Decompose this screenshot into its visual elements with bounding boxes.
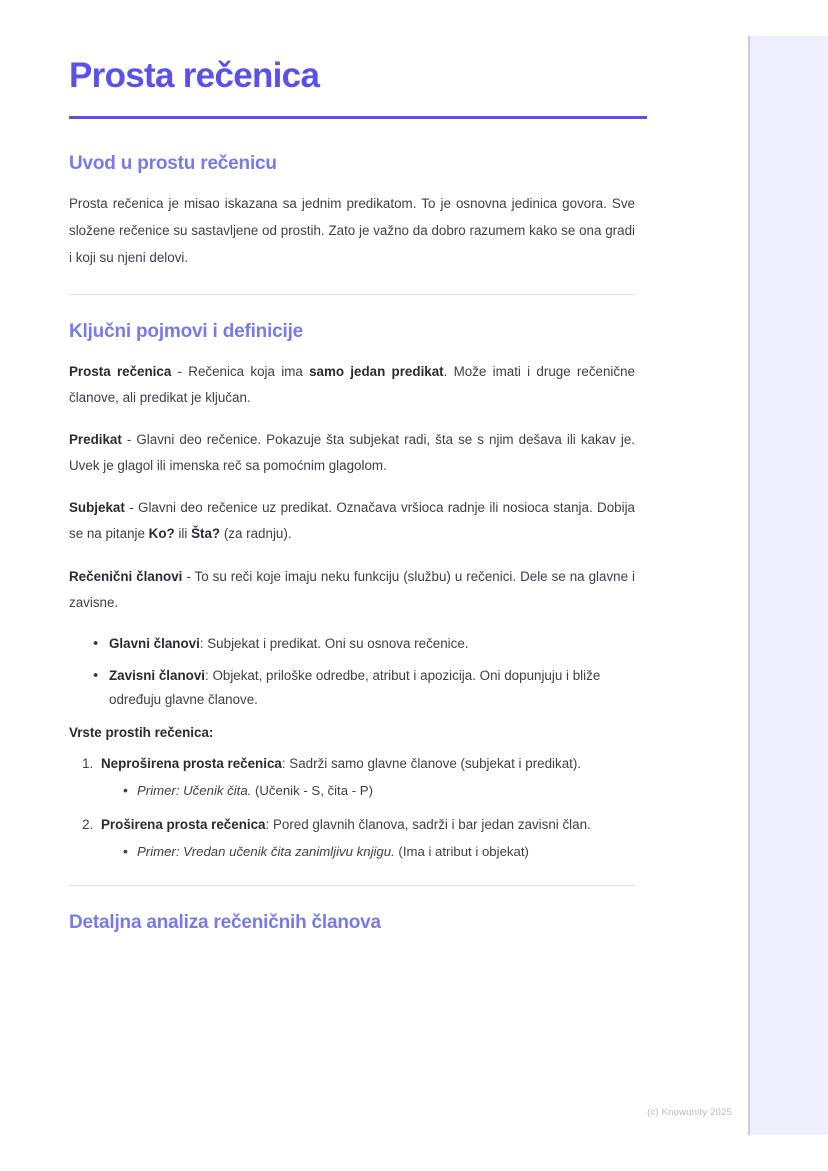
list-item-term: Zavisni članovi: [109, 667, 206, 683]
definition-term: Prosta rečenica: [69, 363, 172, 379]
definition-dash: -: [124, 500, 139, 516]
page-side-rail: [748, 36, 828, 1135]
page-title: Prosta rečenica: [69, 56, 320, 95]
type-example-list: [101, 780, 635, 802]
definition-term: Subjekat: [69, 500, 125, 516]
definition-text-after: . Može imati i druge rečenične članove, ali predikat je ključan.: [69, 363, 635, 405]
section-heading-concepts: Ključni pojmovi i definicije: [69, 320, 304, 342]
type-example-list: [101, 841, 635, 863]
definition-text-after: (za radnju).: [220, 526, 292, 542]
definition-emphasis: samo jedan predikat: [309, 363, 444, 379]
title-divider: [69, 116, 647, 119]
definition-subjekat: [69, 495, 635, 547]
types-label: Vrste prostih rečenica:: [69, 725, 214, 741]
definition-term: Predikat: [69, 431, 122, 447]
list-item-term: Glavni članovi: [109, 635, 200, 651]
definition-question-sta: Šta?: [191, 526, 221, 542]
definition-text-before: Rečenica koja ima: [188, 363, 310, 379]
example-italic: Primer: Učenik čita.: [137, 783, 252, 799]
list-item: [123, 841, 635, 863]
list-item: [93, 664, 635, 712]
example-rest: (Ima i atribut i objekat): [394, 843, 529, 859]
definition-text: To su reči koje imaju neku funkciju (službu) u rečenici. Dele se na glavne i zavisne.: [69, 568, 635, 610]
section-heading-intro: Uvod u prostu rečenicu: [69, 153, 277, 175]
type-term: Neproširena prosta rečenica: [101, 756, 282, 772]
definition-question-ko: Ko?: [148, 526, 175, 542]
section-divider-1: [69, 294, 635, 295]
clanovi-list: [69, 632, 635, 712]
definition-dash: -: [182, 568, 195, 584]
example-rest: (Učenik - S, čita - P): [251, 783, 373, 799]
types-list: [69, 752, 635, 863]
list-item: [93, 632, 635, 656]
copyright-footer: (c) Knowunity 2025: [647, 1107, 732, 1118]
type-text: : Pored glavnih članova, sadrži i bar jedan zavisni član.: [265, 816, 591, 832]
definition-text: Glavni deo rečenice. Pokazuje šta subjekat radi, šta se s njim dešava ili kakav je. Uvek je glagol ili imenska reč sa pomoćnim glagolom.: [69, 431, 635, 474]
section-heading-analysis: Detaljna analiza rečeničnih članova: [69, 911, 381, 933]
definition-dash: -: [171, 363, 189, 379]
definition-predikat: [69, 427, 635, 479]
list-item: [97, 813, 635, 863]
definition-term: Rečenični članovi: [69, 568, 183, 584]
intro-paragraph: Prosta rečenica je misao iskazana sa jednim predikatom. To je osnovna jedinica govora. Sve složene rečenice su sastavljene od prostih. Zato je važno da dobro razumem kako se ona gradi i koji su njeni delovi.: [69, 196, 635, 265]
definition-recenicni-clanovi: [69, 564, 635, 616]
list-item: [97, 752, 635, 802]
list-item-text: : Objekat, priloške odredbe, atribut i apozicija. Oni dopunjuju i bliže određuju glavne članove.: [109, 667, 601, 707]
type-term: Proširena prosta rečenica: [101, 816, 266, 832]
document-content: [69, 56, 635, 950]
type-text: : Sadrži samo glavne članove (subjekat i predikat).: [281, 756, 582, 772]
definition-text-before: Glavni deo rečenice uz predikat. Označava vršioca radnje ili nosioca stanja. Dobija se na pitanje: [69, 500, 635, 542]
definition-mid: ili: [174, 526, 192, 542]
list-item-text: : Subjekat i predikat. Oni su osnova rečenice.: [199, 635, 469, 651]
definition-dash: -: [121, 431, 137, 447]
list-item: [123, 780, 635, 802]
definition-prosta-recenica: [69, 359, 635, 411]
section-divider-2: [69, 885, 635, 886]
example-italic: Primer: Vredan učenik čita zanimljivu knjigu.: [137, 843, 395, 859]
